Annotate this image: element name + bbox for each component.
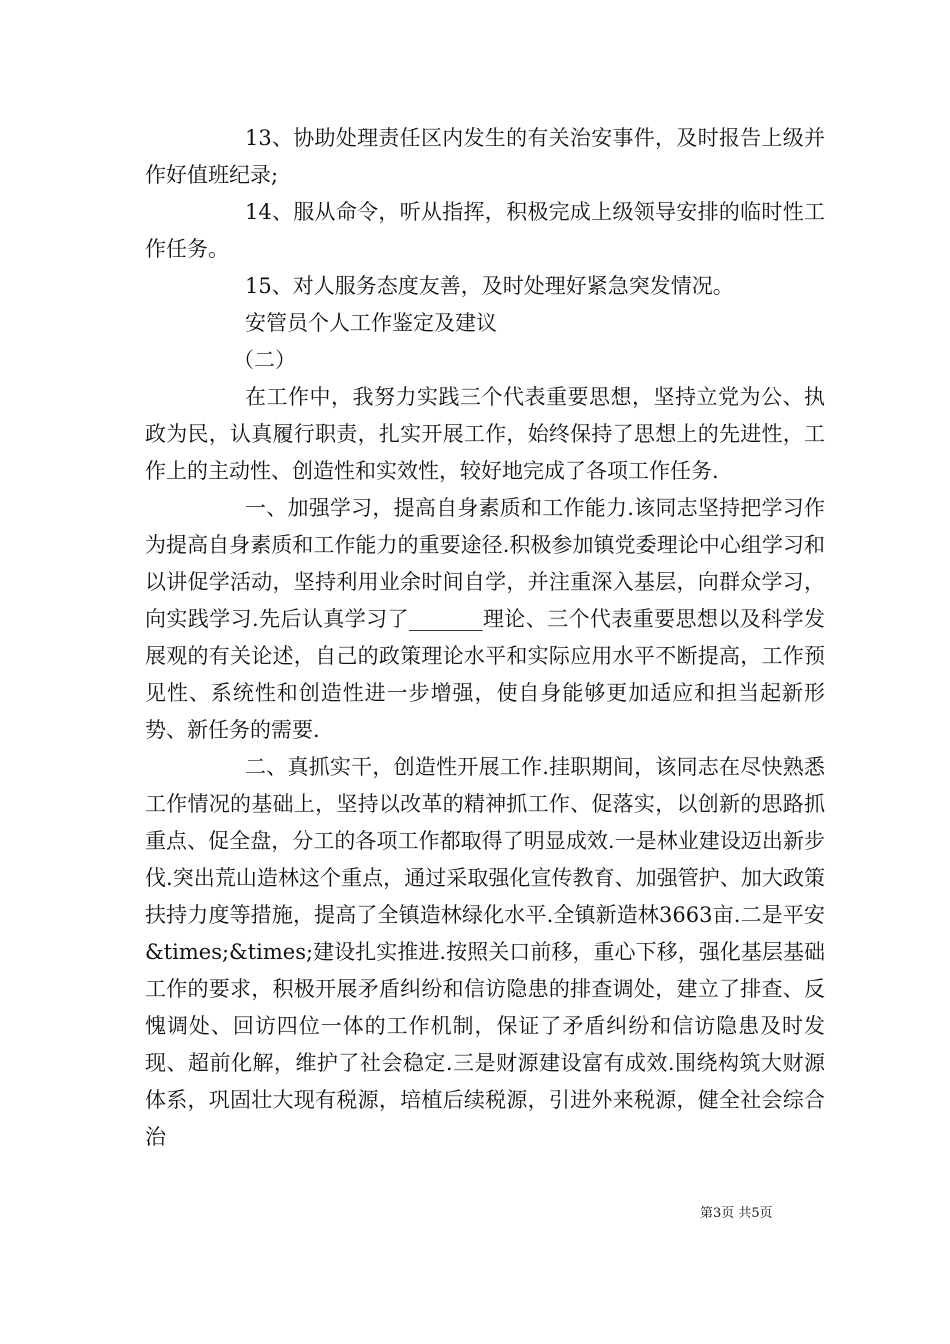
paragraph-item-14: 14、服从命令，听从指挥，积极完成上级领导安排的临时性工作任务。 — [145, 200, 825, 261]
section-number: （二） — [233, 348, 296, 372]
intro-paragraph: 在工作中，我努力实践三个代表重要思想，坚持立党为公、执政为民，认真履行职责，扎实开展工作，始终保持了思想上的先进性，工作上的主动性、创造性和实效性，较好地完成了各项工作任务. — [145, 385, 825, 483]
section-title: 安管员个人工作鉴定及建议 — [245, 311, 497, 335]
paragraph-study: 一、加强学习，提高自身素质和工作能力.该同志坚持把学习作为提高自身素质和工作能力的重要途径.积极参加镇党委理论中心组学习和以讲促学活动，坚持利用业余时间自学，并注重深入基层，向群众学习，向实践学习.先后认真学习了_______理论、三个代表重要思想以及科学发展观的有关论述，自己的政策理论水平和实际应用水平不断提高，工作预见性、系统性和创造性进一步增强，使自身能够更加适应和担当起新形势、新任务的需要. — [145, 496, 825, 742]
paragraph-work: 二、真抓实干，创造性开展工作.挂职期间，该同志在尽快熟悉工作情况的基础上，坚持以改革的精神抓工作、促落实，以创新的思路抓重点、促全盘，分工的各项工作都取得了明显成效.一是林业建设迈出新步伐.突出荒山造林这个重点，通过采取强化宣传教育、加强管护、加大政策扶持力度等措施，提高了全镇造林绿化水平.全镇新造林3663亩.二是平安&times;&times;建设扎实推进.按照关口前移，重心下移，强化基层基础工作的要求，积极开展矛盾纠纷和信访隐患的排查调处，建立了排查、反愧调处、回访四位一体的工作机制，保证了矛盾纠纷和信访隐患及时发现、超前化解，维护了社会稳定.三是财源建设富有成效.围绕构筑大财源体系，巩固壮大现有税源，培植后续税源，引进外来税源，健全社会综合治 — [145, 755, 825, 1149]
page-number: 第3页 共5页 — [700, 1206, 773, 1221]
paragraph-item-13: 13、协助处理责任区内发生的有关治安事件，及时报告上级并作好值班纪录; — [145, 126, 825, 187]
paragraph-item-15: 15、对人服务态度友善，及时处理好紧急突发情况。 — [245, 274, 734, 298]
document-body — [145, 120, 825, 1156]
